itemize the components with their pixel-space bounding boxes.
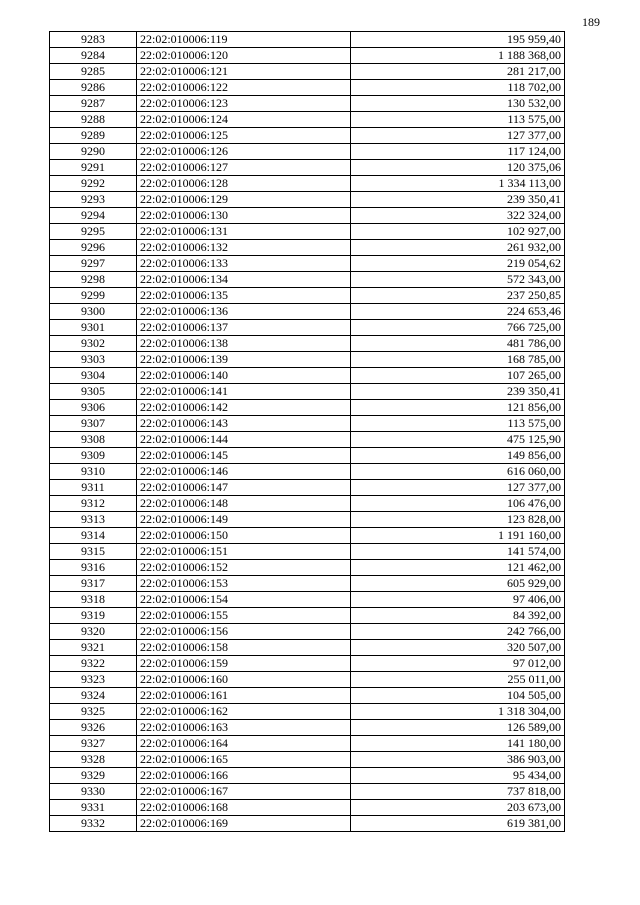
table-row — [50, 176, 565, 192]
row-number-cell: 9304 — [50, 368, 137, 384]
cadastral-number-cell: 22:02:010006:119 — [137, 32, 351, 48]
cadastral-number-cell: 22:02:010006:134 — [137, 272, 351, 288]
row-number-cell: 9300 — [50, 304, 137, 320]
cadastral-value-cell: 97 012,00 — [351, 656, 565, 672]
cadastral-value-cell: 118 702,00 — [351, 80, 565, 96]
cadastral-value-table — [49, 31, 565, 832]
row-number-cell: 9319 — [50, 608, 137, 624]
cadastral-number-cell: 22:02:010006:143 — [137, 416, 351, 432]
cadastral-number-cell: 22:02:010006:141 — [137, 384, 351, 400]
cadastral-value-cell: 113 575,00 — [351, 416, 565, 432]
cadastral-value-cell: 106 476,00 — [351, 496, 565, 512]
cadastral-value-cell: 195 959,40 — [351, 32, 565, 48]
table-row — [50, 496, 565, 512]
table-row — [50, 640, 565, 656]
table-row — [50, 720, 565, 736]
row-number-cell: 9326 — [50, 720, 137, 736]
table-row — [50, 656, 565, 672]
cadastral-value-cell: 219 054,62 — [351, 256, 565, 272]
row-number-cell: 9294 — [50, 208, 137, 224]
row-number-cell: 9320 — [50, 624, 137, 640]
cadastral-value-cell: 113 575,00 — [351, 112, 565, 128]
row-number-cell: 9288 — [50, 112, 137, 128]
cadastral-value-cell: 1 334 113,00 — [351, 176, 565, 192]
table-row — [50, 304, 565, 320]
row-number-cell: 9311 — [50, 480, 137, 496]
row-number-cell: 9317 — [50, 576, 137, 592]
table-row — [50, 272, 565, 288]
cadastral-value-cell: 242 766,00 — [351, 624, 565, 640]
row-number-cell: 9332 — [50, 816, 137, 832]
row-number-cell: 9324 — [50, 688, 137, 704]
cadastral-number-cell: 22:02:010006:129 — [137, 192, 351, 208]
table-row — [50, 816, 565, 832]
row-number-cell: 9290 — [50, 144, 137, 160]
cadastral-number-cell: 22:02:010006:122 — [137, 80, 351, 96]
cadastral-number-cell: 22:02:010006:135 — [137, 288, 351, 304]
cadastral-number-cell: 22:02:010006:142 — [137, 400, 351, 416]
cadastral-number-cell: 22:02:010006:140 — [137, 368, 351, 384]
table-row — [50, 736, 565, 752]
row-number-cell: 9310 — [50, 464, 137, 480]
row-number-cell: 9293 — [50, 192, 137, 208]
cadastral-number-cell: 22:02:010006:168 — [137, 800, 351, 816]
cadastral-number-cell: 22:02:010006:151 — [137, 544, 351, 560]
table-row — [50, 352, 565, 368]
cadastral-value-cell: 120 375,06 — [351, 160, 565, 176]
table-row — [50, 208, 565, 224]
row-number-cell: 9295 — [50, 224, 137, 240]
cadastral-value-cell: 737 818,00 — [351, 784, 565, 800]
table-row — [50, 608, 565, 624]
table-row — [50, 688, 565, 704]
table-row — [50, 416, 565, 432]
row-number-cell: 9303 — [50, 352, 137, 368]
row-number-cell: 9327 — [50, 736, 137, 752]
table-row — [50, 784, 565, 800]
cadastral-number-cell: 22:02:010006:131 — [137, 224, 351, 240]
row-number-cell: 9308 — [50, 432, 137, 448]
row-number-cell: 9321 — [50, 640, 137, 656]
table-row — [50, 464, 565, 480]
table-row — [50, 400, 565, 416]
row-number-cell: 9323 — [50, 672, 137, 688]
row-number-cell: 9307 — [50, 416, 137, 432]
page-number: 189 — [582, 15, 600, 29]
cadastral-value-cell: 84 392,00 — [351, 608, 565, 624]
cadastral-number-cell: 22:02:010006:136 — [137, 304, 351, 320]
cadastral-number-cell: 22:02:010006:147 — [137, 480, 351, 496]
row-number-cell: 9297 — [50, 256, 137, 272]
table-row — [50, 48, 565, 64]
table-row — [50, 448, 565, 464]
cadastral-number-cell: 22:02:010006:146 — [137, 464, 351, 480]
cadastral-number-cell: 22:02:010006:126 — [137, 144, 351, 160]
table-row — [50, 752, 565, 768]
cadastral-value-cell: 123 828,00 — [351, 512, 565, 528]
cadastral-number-cell: 22:02:010006:149 — [137, 512, 351, 528]
cadastral-number-cell: 22:02:010006:155 — [137, 608, 351, 624]
cadastral-value-cell: 130 532,00 — [351, 96, 565, 112]
cadastral-number-cell: 22:02:010006:128 — [137, 176, 351, 192]
cadastral-value-cell: 107 265,00 — [351, 368, 565, 384]
cadastral-value-cell: 121 856,00 — [351, 400, 565, 416]
cadastral-number-cell: 22:02:010006:165 — [137, 752, 351, 768]
cadastral-number-cell: 22:02:010006:158 — [137, 640, 351, 656]
cadastral-number-cell: 22:02:010006:148 — [137, 496, 351, 512]
cadastral-number-cell: 22:02:010006:124 — [137, 112, 351, 128]
row-number-cell: 9299 — [50, 288, 137, 304]
row-number-cell: 9331 — [50, 800, 137, 816]
cadastral-value-cell: 605 929,00 — [351, 576, 565, 592]
cadastral-value-cell: 572 343,00 — [351, 272, 565, 288]
row-number-cell: 9313 — [50, 512, 137, 528]
table-row — [50, 192, 565, 208]
row-number-cell: 9298 — [50, 272, 137, 288]
row-number-cell: 9302 — [50, 336, 137, 352]
cadastral-number-cell: 22:02:010006:150 — [137, 528, 351, 544]
row-number-cell: 9286 — [50, 80, 137, 96]
cadastral-value-cell: 149 856,00 — [351, 448, 565, 464]
cadastral-value-cell: 97 406,00 — [351, 592, 565, 608]
cadastral-number-cell: 22:02:010006:164 — [137, 736, 351, 752]
cadastral-number-cell: 22:02:010006:137 — [137, 320, 351, 336]
table-row — [50, 592, 565, 608]
table-row — [50, 112, 565, 128]
cadastral-number-cell: 22:02:010006:123 — [137, 96, 351, 112]
table-row — [50, 672, 565, 688]
table-row — [50, 80, 565, 96]
cadastral-number-cell: 22:02:010006:153 — [137, 576, 351, 592]
cadastral-number-cell: 22:02:010006:160 — [137, 672, 351, 688]
cadastral-value-cell: 475 125,90 — [351, 432, 565, 448]
row-number-cell: 9314 — [50, 528, 137, 544]
table-row — [50, 336, 565, 352]
row-number-cell: 9325 — [50, 704, 137, 720]
row-number-cell: 9291 — [50, 160, 137, 176]
cadastral-number-cell: 22:02:010006:152 — [137, 560, 351, 576]
cadastral-number-cell: 22:02:010006:167 — [137, 784, 351, 800]
cadastral-value-cell: 320 507,00 — [351, 640, 565, 656]
row-number-cell: 9329 — [50, 768, 137, 784]
cadastral-number-cell: 22:02:010006:121 — [137, 64, 351, 80]
cadastral-value-cell: 126 589,00 — [351, 720, 565, 736]
table-row — [50, 64, 565, 80]
cadastral-value-cell: 766 725,00 — [351, 320, 565, 336]
cadastral-value-cell: 616 060,00 — [351, 464, 565, 480]
cadastral-value-cell: 104 505,00 — [351, 688, 565, 704]
cadastral-value-cell: 141 180,00 — [351, 736, 565, 752]
table-row — [50, 160, 565, 176]
row-number-cell: 9328 — [50, 752, 137, 768]
cadastral-value-cell: 1 188 368,00 — [351, 48, 565, 64]
cadastral-value-cell: 619 381,00 — [351, 816, 565, 832]
table-row — [50, 432, 565, 448]
cadastral-number-cell: 22:02:010006:138 — [137, 336, 351, 352]
row-number-cell: 9284 — [50, 48, 137, 64]
table-row — [50, 704, 565, 720]
table-row — [50, 368, 565, 384]
row-number-cell: 9283 — [50, 32, 137, 48]
table-row — [50, 144, 565, 160]
cadastral-value-cell: 237 250,85 — [351, 288, 565, 304]
cadastral-value-cell: 281 217,00 — [351, 64, 565, 80]
cadastral-number-cell: 22:02:010006:125 — [137, 128, 351, 144]
table-body — [50, 32, 565, 832]
cadastral-number-cell: 22:02:010006:144 — [137, 432, 351, 448]
table-row — [50, 528, 565, 544]
cadastral-number-cell: 22:02:010006:127 — [137, 160, 351, 176]
table-row — [50, 96, 565, 112]
cadastral-value-cell: 1 191 160,00 — [351, 528, 565, 544]
row-number-cell: 9306 — [50, 400, 137, 416]
cadastral-value-cell: 255 011,00 — [351, 672, 565, 688]
row-number-cell: 9309 — [50, 448, 137, 464]
cadastral-number-cell: 22:02:010006:133 — [137, 256, 351, 272]
row-number-cell: 9305 — [50, 384, 137, 400]
cadastral-number-cell: 22:02:010006:169 — [137, 816, 351, 832]
row-number-cell: 9287 — [50, 96, 137, 112]
table-row — [50, 384, 565, 400]
table-row — [50, 624, 565, 640]
cadastral-number-cell: 22:02:010006:163 — [137, 720, 351, 736]
table-row — [50, 224, 565, 240]
cadastral-value-cell: 141 574,00 — [351, 544, 565, 560]
row-number-cell: 9312 — [50, 496, 137, 512]
cadastral-number-cell: 22:02:010006:154 — [137, 592, 351, 608]
table-row — [50, 256, 565, 272]
row-number-cell: 9315 — [50, 544, 137, 560]
cadastral-value-cell: 127 377,00 — [351, 480, 565, 496]
cadastral-value-cell: 127 377,00 — [351, 128, 565, 144]
table-row — [50, 320, 565, 336]
cadastral-value-cell: 261 932,00 — [351, 240, 565, 256]
cadastral-number-cell: 22:02:010006:166 — [137, 768, 351, 784]
cadastral-value-cell: 224 653,46 — [351, 304, 565, 320]
cadastral-value-cell: 102 927,00 — [351, 224, 565, 240]
row-number-cell: 9292 — [50, 176, 137, 192]
cadastral-value-cell: 117 124,00 — [351, 144, 565, 160]
cadastral-number-cell: 22:02:010006:162 — [137, 704, 351, 720]
cadastral-value-cell: 386 903,00 — [351, 752, 565, 768]
row-number-cell: 9322 — [50, 656, 137, 672]
cadastral-value-cell: 481 786,00 — [351, 336, 565, 352]
cadastral-number-cell: 22:02:010006:161 — [137, 688, 351, 704]
table-row — [50, 240, 565, 256]
cadastral-number-cell: 22:02:010006:130 — [137, 208, 351, 224]
cadastral-number-cell: 22:02:010006:139 — [137, 352, 351, 368]
cadastral-value-cell: 1 318 304,00 — [351, 704, 565, 720]
cadastral-number-cell: 22:02:010006:145 — [137, 448, 351, 464]
cadastral-number-cell: 22:02:010006:120 — [137, 48, 351, 64]
cadastral-value-cell: 239 350,41 — [351, 384, 565, 400]
row-number-cell: 9316 — [50, 560, 137, 576]
cadastral-number-cell: 22:02:010006:156 — [137, 624, 351, 640]
row-number-cell: 9330 — [50, 784, 137, 800]
cadastral-value-cell: 322 324,00 — [351, 208, 565, 224]
table-row — [50, 32, 565, 48]
row-number-cell: 9285 — [50, 64, 137, 80]
table-row — [50, 512, 565, 528]
cadastral-value-cell: 95 434,00 — [351, 768, 565, 784]
cadastral-number-cell: 22:02:010006:159 — [137, 656, 351, 672]
row-number-cell: 9301 — [50, 320, 137, 336]
row-number-cell: 9289 — [50, 128, 137, 144]
table-row — [50, 576, 565, 592]
cadastral-value-cell: 239 350,41 — [351, 192, 565, 208]
table-row — [50, 544, 565, 560]
cadastral-value-cell: 168 785,00 — [351, 352, 565, 368]
row-number-cell: 9296 — [50, 240, 137, 256]
table-row — [50, 560, 565, 576]
table-row — [50, 480, 565, 496]
table-row — [50, 288, 565, 304]
cadastral-value-cell: 121 462,00 — [351, 560, 565, 576]
table-row — [50, 768, 565, 784]
cadastral-value-cell: 203 673,00 — [351, 800, 565, 816]
table-row — [50, 800, 565, 816]
table-row — [50, 128, 565, 144]
row-number-cell: 9318 — [50, 592, 137, 608]
cadastral-number-cell: 22:02:010006:132 — [137, 240, 351, 256]
